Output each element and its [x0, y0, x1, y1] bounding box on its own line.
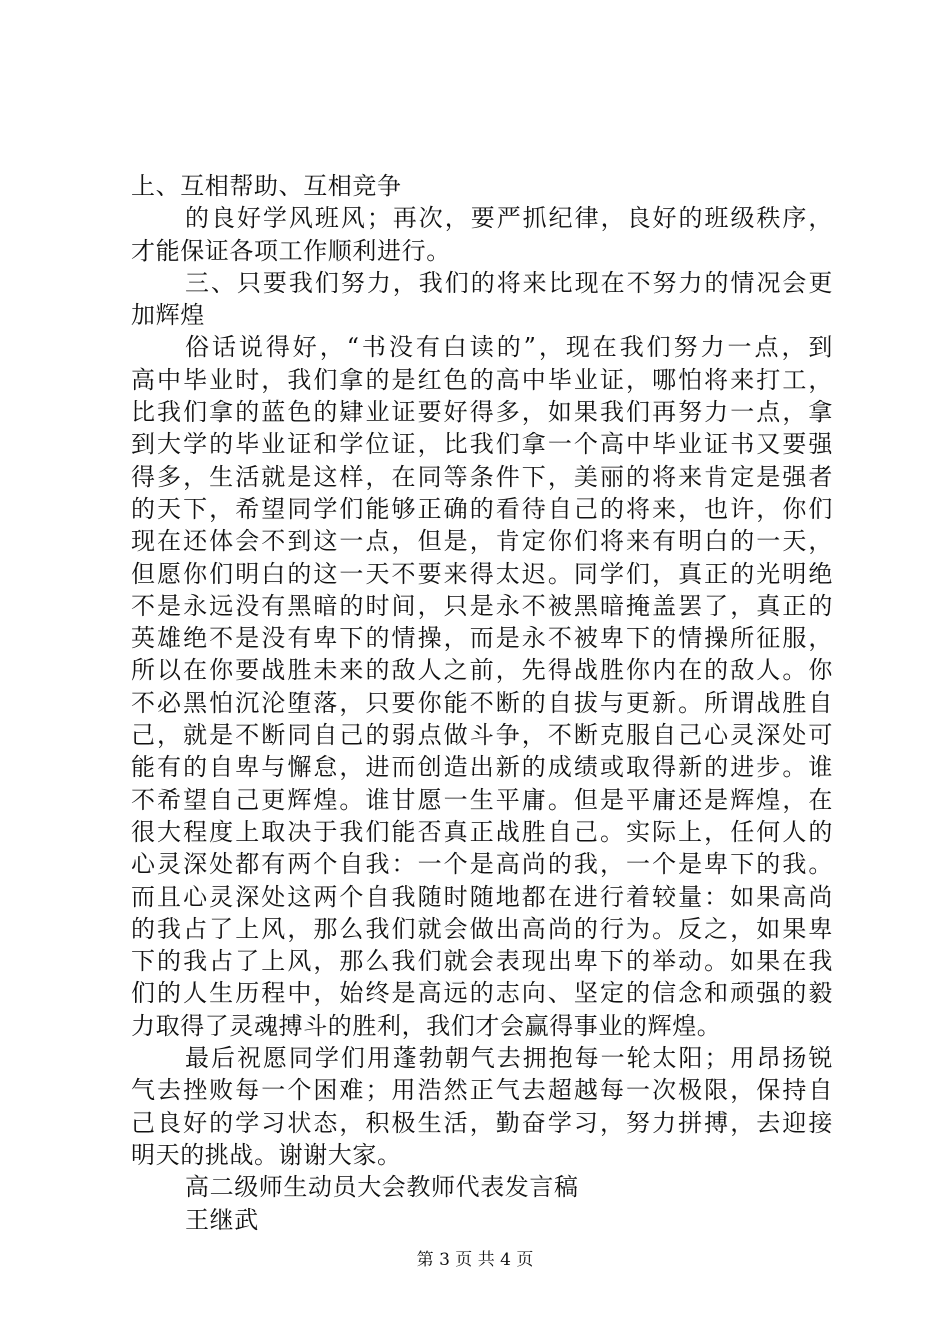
text-line: 很大程度上取决于我们能否真正战胜自己。实际上，任何人的: [131, 817, 833, 846]
text-line: 能有的自卑与懈怠，进而创造出新的成绩或取得新的进步。谁: [131, 753, 833, 782]
text-line: 不是永远没有黑暗的时间，只是永不被黑暗掩盖罢了，真正的: [131, 591, 833, 620]
text-line: 不希望自己更辉煌。谁甘愿一生平庸。但是平庸还是辉煌，在: [131, 785, 833, 814]
text-line: 得多，生活就是这样，在同等条件下，美丽的将来肯定是强者: [131, 462, 833, 491]
text-line: 所以在你要战胜未来的敌人之前，先得战胜你内在的敌人。你: [131, 656, 833, 685]
text-line: 气去挫败每一个困难；用浩然正气去超越每一次极限，保持自: [131, 1076, 833, 1105]
text-line: 们的人生历程中，始终是高远的志向、坚定的信念和顽强的毅: [131, 979, 833, 1008]
text-line: 明天的挑战。谢谢大家。: [131, 1140, 402, 1169]
text-line: 但愿你们明白的这一天不要来得太迟。同学们，真正的光明绝: [131, 559, 833, 588]
text-line: 英雄绝不是没有卑下的情操，而是永不被卑下的情操所征服，: [131, 624, 833, 653]
text-line: 到大学的毕业证和学位证，比我们拿一个高中毕业证书又要强: [131, 430, 833, 459]
text-line: 下的我占了上风，那么我们就会表现出卑下的举动。如果在我: [131, 947, 833, 976]
text-line: 己，就是不断同自己的弱点做斗争，不断克服自己心灵深处可: [131, 721, 833, 750]
text-line: 不必黑怕沉沦堕落，只要你能不断的自拔与更新。所谓战胜自: [131, 688, 833, 717]
text-line: 而且心灵深处这两个自我随时随地都在进行着较量：如果高尚: [131, 882, 833, 911]
document-body: [131, 170, 833, 1236]
text-line: 高二级师生动员大会教师代表发言稿: [185, 1173, 579, 1202]
text-line: 王继武: [185, 1205, 259, 1234]
page-footer: 第 3 页 共 4 页: [416, 1250, 534, 1270]
text-line: 上、互相帮助、互相竞争: [131, 172, 402, 200]
text-line: 的天下，希望同学们能够正确的看待自己的将来，也许，你们: [131, 494, 833, 523]
text-line: 比我们拿的蓝色的肄业证要好得多，如果我们再努力一点，拿: [131, 398, 833, 427]
text-line: 的我占了上风，那么我们就会做出高尚的行为。反之，如果卑: [131, 914, 833, 943]
text-line: 最后祝愿同学们用蓬勃朝气去拥抱每一轮太阳；用昂扬锐: [185, 1044, 833, 1073]
text-line: 的良好学风班风；再次，要严抓纪律，良好的班级秩序，: [185, 204, 833, 233]
text-line: 现在还体会不到这一点，但是，肯定你们将来有明白的一天，: [131, 527, 833, 556]
text-line: 才能保证各项工作顺利进行。: [131, 236, 451, 265]
text-line: 高中毕业时，我们拿的是红色的高中毕业证，哪怕将来打工，: [131, 365, 833, 394]
text-line: 心灵深处都有两个自我：一个是高尚的我，一个是卑下的我。: [131, 850, 833, 879]
text-line: 三、只要我们努力，我们的将来比现在不努力的情况会更: [185, 268, 833, 297]
text-line: 加辉煌: [131, 301, 205, 330]
text-line: 俗话说得好，“书没有白读的”，现在我们努力一点，到: [185, 333, 833, 362]
text-line: 力取得了灵魂搏斗的胜利，我们才会赢得事业的辉煌。: [131, 1011, 722, 1040]
text-line: 己良好的学习状态，积极生活，勤奋学习，努力拼搏，去迎接: [131, 1108, 833, 1137]
